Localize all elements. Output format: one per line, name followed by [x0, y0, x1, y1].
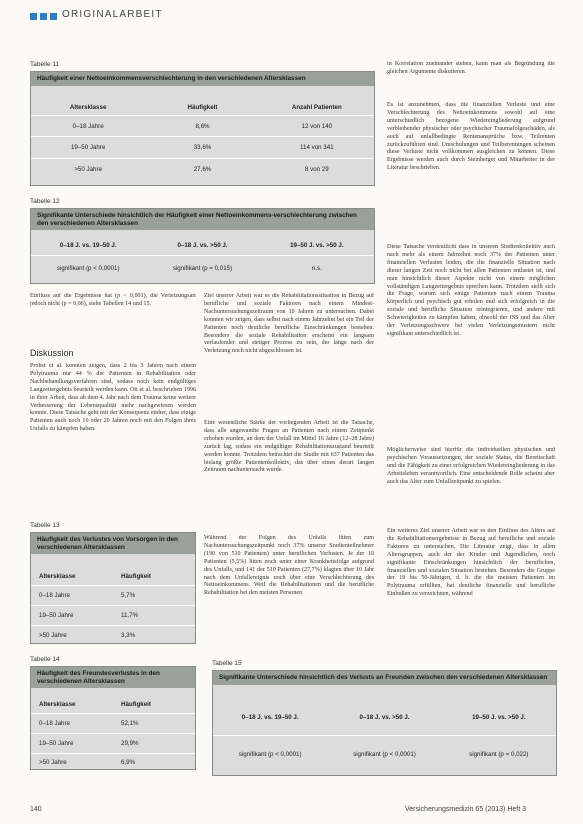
table-row: 19–50 Jahre 33,6% 114 von 341: [70, 143, 334, 151]
col2-body-text-3: Während der Folgen des Unfalls litten zum Nachuntersuchungszeitpunkt noch 37% unserer Studienteilnehmer (190 von 510 Patienten) unter beruflichen Verlusten. Je der 10 Patienten (5,5%) litten noch unter einer Krankheitsfolge aufgrund des Unfalls, und 141 der 510 Patienten (27,7%) klagten über 10 Jahr nach dem Unfallereignis noch über eine Verschlechterung des Nettoeinkommens. Weil die Rehabilitationen und die berufliche Rehabilitation bei den meisten Personen: [204, 535, 374, 597]
table-row: signifikant (p < 0,0001) signifikant (p < 0,0001) signifikant (p = 0,022): [238, 750, 529, 758]
table-row: >50 Jahre 6,9%: [39, 758, 136, 766]
col2-body-text-1: Ziel unserer Arbeit war es die Rehabilitationssituation in Bezug auf berufliche und soziale Faktoren nach einem Mindest-Nachuntersuchungszeitraum von 10 Jahren zu untersuchen. Dabei konnten wir zeigen, dass selbst nach einem Jahrzehnt bei ein Teil der Patienten noch deutliche berufliche Einschränkungen bestehen. Besonders die soziale Rehabilitation erscheint ein langsam verlaufender und stetiger Prozess zu sein, der lange nach der Verletzung noch nicht abgeschlossen ist.: [204, 293, 374, 355]
table12-title: Signifikante Unterschiede hinsichtlich der Häufigkeit einer Nettoeinkommens-verschlechterung zwischen den verschiedenen Altersklassen: [31, 209, 374, 230]
col1-body-text: Probst et al. konnten zeigen, dass 2 bis 3 Jahren nach einem Polytrauma nur 44 % der Patienten in Rehabilitation oder Nachbehandlungsverfahren sind, sodass noch kein endgültiges Langzeitergebnis beurteilt werden kann. Ott et al. beschrieben 1996 in ihrer Arbeit, dass ab dem 4. Jahr nach dem Trauma keine weitere Verbesserung der Lebensqualität mehr nachgewiesen werden konnte. Diese Tatsache geht mit der Konsequenz einher, dass einige Patienten auch noch 10 oder 20 Jahren noch mit den Folgen ihres Unfalls zu kämpfen haben.: [30, 363, 196, 433]
table13-title: Häufigkeit des Verlustes von Vorsorgen in den verschiedenen Altersklassen: [31, 533, 195, 554]
col1-intro-text: Einfluss auf die Ergebnisse hat (p < 0,001), die Verletzungsart jedoch nicht (p = 0,06), siehe Tabellen 14 und 15.: [30, 293, 196, 307]
table14: [30, 666, 196, 770]
header-square-icon: [50, 13, 57, 20]
table-row: 19–50 Jahre 29,9%: [39, 739, 139, 747]
table11-caption: Tabelle 11: [30, 61, 60, 68]
table13-caption: Tabelle 13: [30, 522, 60, 529]
table-header-row: 0–18 J. vs. 19–50 J. 0–18 J. vs. >50 J. 19–50 J. vs. >50 J.: [241, 713, 526, 721]
header-square-icon: [30, 13, 37, 20]
table12-caption: Tabelle 12: [30, 198, 60, 205]
table-header-row: Altersklasse Häufigkeit Anzahl Patienten: [69, 103, 342, 111]
table15-title: Signifikante Unterschiede hinsichtlich des Verlusts an Freunden zwischen den verschiedenen Altersklassen: [213, 671, 556, 685]
table-row: 0–18 Jahre 52,1%: [39, 719, 139, 727]
col3-body-text-3: Diese Tatsache verdeutlicht dass in unseren Studienkollektiv auch nach mehr als einem Jahrzehnt noch 37% der Patienten unter finanziellen Verlusten leiden, die die finanzielle Situation nach dieser langen Zeit noch nicht bei allen Patienten entlastet ist, und man hinsichtlich dieser Aspekte nicht von einem möglichen vollständigen Langzeitergebnis sprechen kann. Trotzdem stellt sich die Frage, warum sich einige Patienten nach einem Trauma körperlich und psychisch gut erholen und sich erfolgreich in die soziale und berufliche Situation reintegrieren, und andere mit Schwierigkeiten zu kämpfen haben, obwohl der ISS und das Alter der Verletzungsschwere bei vielen Verletzungsmustern nicht signifikant unterschiedlich ist.: [387, 244, 555, 337]
table-row: 0–18 Jahre 5,7%: [39, 591, 136, 599]
page-number: 140: [30, 806, 42, 813]
table-header-row: Altersklasse Häufigkeit: [39, 700, 151, 708]
table11-title: Häufigkeit einer Nettoeinkommensverschlechterung in den verschiedenen Altersklassen: [31, 72, 374, 86]
table14-title: Häufigkeit des Freundesverlustes in den verschiedenen Altersklassen: [31, 667, 195, 688]
table15: [212, 670, 557, 776]
col3-body-text-5: Ein weiteres Ziel unserer Arbeit war es den Einfluss des Alters auf die Rehabilitationsergebnisse in Bezug auf berufliche und soziale Faktoren zu untersuchen. Die Literatur zeigt, dass in allen Altersgruppen, auch der der Kinder und Jugendlichen, noch signifikante Einschränkungen hinsichtlich der beruflichen, finanziellen und sozialen Situation bestehen. Besonders die Gruppe der 19 bis 50-Jährigen, d. h. die die meisten Patienten im Polytrauma erfüllten, hat deutliche finanzielle und berufliche Einbußen zu verzeichnen, während: [387, 528, 555, 598]
col3-body-text-1: in Korrelation zueinander stehen, kann man als Begründung die gleichen Argumente diskutieren.: [387, 61, 555, 75]
table-header-row: 0–18 J. vs. 19–50 J. 0–18 J. vs. >50 J. 19–50 J. vs. >50 J.: [59, 241, 344, 249]
table12: [30, 208, 375, 284]
discussion-heading: Diskussion: [30, 348, 74, 358]
table-row: 0–18 Jahre 8,6% 12 von 140: [72, 122, 333, 130]
table-row: >50 Jahre 27,6% 8 von 29: [74, 165, 329, 173]
table11: [30, 71, 375, 186]
table14-caption: Tabelle 14: [30, 656, 60, 663]
header-label: ORIGINALARBEIT: [62, 9, 163, 20]
col2-body-text-2: Eine wesentliche Stärke der vorliegenden Arbeit ist die Tatsache, dass alle angewandte Fragen an Patienten nach einem Zeitpunkt erhoben wurden, an dem der Unfall im Mittel 16 Jahre (12–28 Jahre) zurück lag, sodass ein endgültiger Rehabilitationszustand beurteilt werden konnte. Trotzdem betrachtet die Studie mit 637 Patienten das bislang größte Patientenkollektiv, das über einen derart langen Zeitraum nachuntersucht wurde.: [204, 420, 374, 474]
col3-body-text-4: Möglicherweise sind hierfür die individuellen physischen und psychischen Voraussetzungen, der soziale Status, die Bereitschaft und die Fähigkeit zu einer erfolgreichen Wiedereingliederung in das Arbeitsleben verantwortlich. Eine entscheidende Rolle scheint aber auch das Alter zum Unfallzeitpunkt zu spielen.: [387, 447, 555, 485]
table-row: >50 Jahre 3,3%: [39, 631, 136, 639]
table-row: signifikant (p < 0,0001) signifikant (p = 0,015) n.s.: [56, 264, 322, 272]
page-header: [0, 0, 583, 28]
col3-body-text-2: Es ist anzunehmen, dass die finanziellen Verluste und eine Verschlechterung des Nettoeinkommens sowohl auf eine unterschiedlich bezogene Wiedereingliederung aufgrund verbleibender physischer oder psychischer Traumafolgeschäden, als auch auf unfallbedingte Rentenansprüche bzw. Teilrenten zurückzuführen sind. Umschulungen und Teilberentungen scheinen diese Verluste nicht vollkommen ausgleichen zu können. Diese Ergebnisse werden auch durch Steinberger und Mitarbeiter in der Literatur beschrieben.: [387, 102, 555, 172]
table13: [30, 532, 196, 644]
table15-caption: Tabelle 15: [212, 660, 242, 667]
table-row: 19–50 Jahre 11,7%: [39, 611, 139, 619]
journal-footer: Versicherungsmedizin 65 (2013) Heft 3: [405, 806, 527, 813]
header-square-icon: [40, 13, 47, 20]
table-header-row: Altersklasse Häufigkeit: [39, 572, 151, 580]
